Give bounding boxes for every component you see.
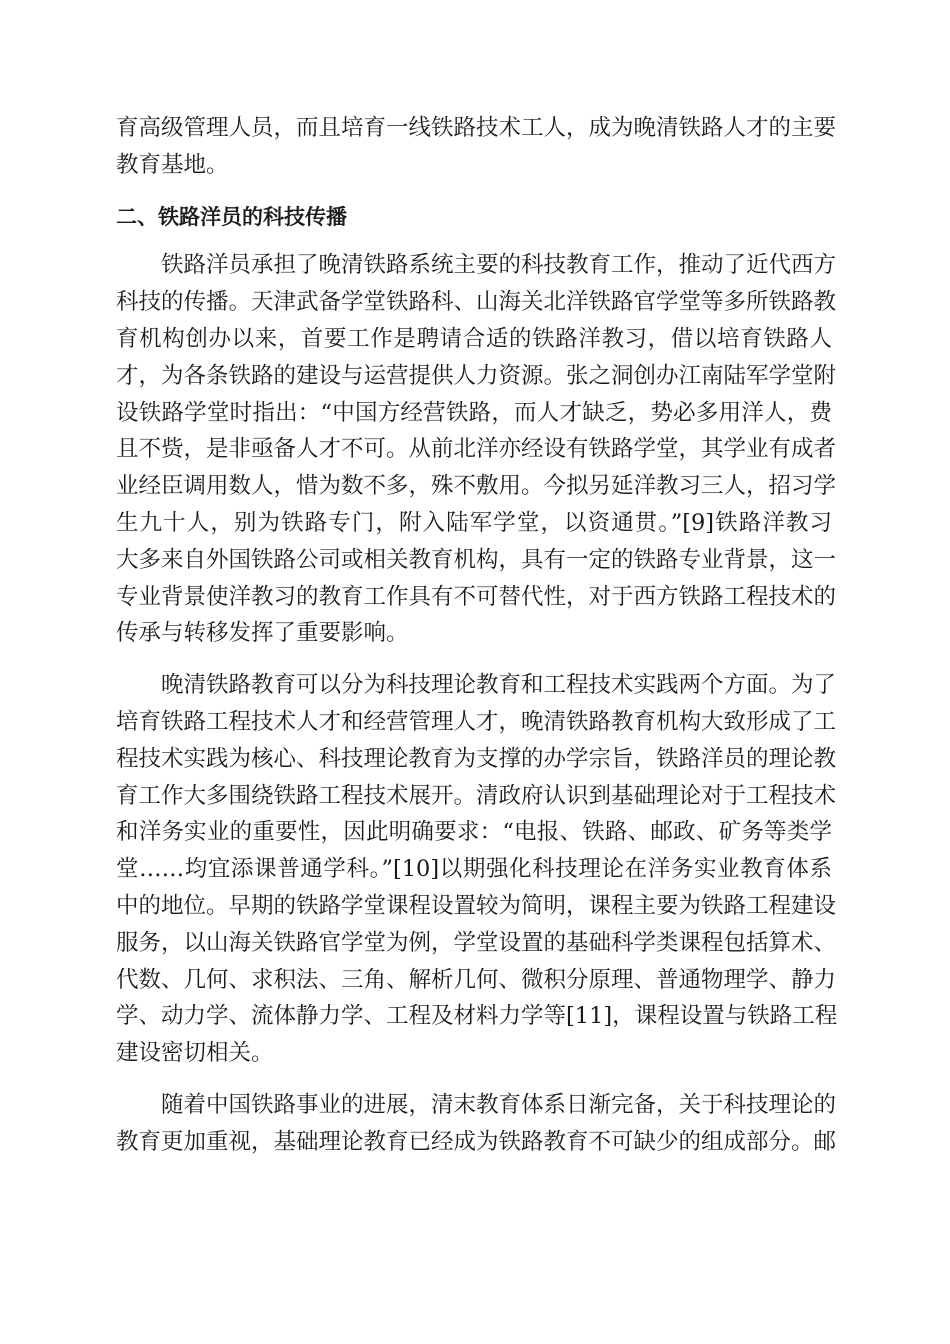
text-line: 堂……均宜添课普通学科。”[10]以期强化科技理论在洋务实业教育体系	[116, 856, 832, 883]
paragraph-theory-education	[116, 1087, 837, 1161]
text-line: 和洋务实业的重要性，因此明确要求：“电报、铁路、邮政、矿务等类学	[116, 819, 832, 846]
text-line: 服务，以山海关铁路官学堂为例，学堂设置的基础科学类课程包括算术、	[116, 929, 837, 956]
text-line: 培育铁路工程技术人才和经营管理人才，晚清铁路教育机构大致形成了工	[116, 708, 837, 735]
text-line: 专业背景使洋教习的教育工作具有不可替代性，对于西方铁路工程技术的	[116, 583, 837, 610]
text-line: 育工作大多围绕铁路工程技术展开。清政府认识到基础理论对于工程技术	[116, 782, 837, 809]
text-line: 教育基地。	[116, 151, 229, 178]
text-line: 随着中国铁路事业的进展，清末教育体系日渐完备，关于科技理论的	[161, 1091, 837, 1118]
text-line: 业经臣调用数人，惜为数不多，殊不敷用。今拟另延洋教习三人，招习学	[116, 473, 837, 500]
text-line: 中的地位。早期的铁路学堂课程设置较为简明，课程主要为铁路工程建设	[116, 892, 837, 919]
text-line: 晚清铁路教育可以分为科技理论教育和工程技术实践两个方面。为了	[161, 672, 837, 699]
text-line: 教育更加重视，基础理论教育已经成为铁路教育不可缺少的组成部分。邮	[116, 1128, 837, 1155]
text-line: 设铁路学堂时指出：“中国方经营铁路，而人才缺乏，势必多用洋人，费	[116, 399, 832, 426]
text-line: 才，为各条铁路的建设与运营提供人力资源。张之洞创办江南陆军学堂附	[116, 362, 837, 389]
text-line: 育机构创办以来，首要工作是聘请合适的铁路洋教习，借以培育铁路人	[116, 325, 832, 352]
text-line: 传承与转移发挥了重要影响。	[116, 620, 409, 647]
text-line: 代数、几何、求积法、三角、解析几何、微积分原理、普通物理学、静力	[116, 966, 837, 993]
paragraph-continuation	[116, 110, 837, 184]
text-line: 学、动力学、流体静力学、工程及材料力学等[11]，课程设置与铁路工程	[116, 1003, 838, 1030]
text-line: 且不赀，是非亟备人才不可。从前北洋亦经设有铁路学堂，其学业有成者	[116, 436, 837, 463]
text-line: 科技的传播。天津武备学堂铁路科、山海关北洋铁路官学堂等多所铁路教	[116, 289, 837, 316]
text-line: 生九十人，别为铁路专门，附入陆军学堂，以资通贯。”[9]铁路洋教习	[116, 509, 832, 536]
paragraph-railway-education	[116, 667, 838, 1072]
text-line: 铁路洋员承担了晚清铁路系统主要的科技教育工作，推动了近代西方	[161, 252, 837, 279]
document-body	[116, 110, 838, 1176]
paragraph-railway-instructors	[116, 247, 837, 652]
text-line: 育高级管理人员，而且培育一线铁路技术工人，成为晚清铁路人才的主要	[116, 115, 837, 141]
section-heading: 二、铁路洋员的科技传播	[116, 204, 347, 229]
text-line: 建设密切相关。	[116, 1040, 274, 1067]
text-line: 程技术实践为核心、科技理论教育为支撑的办学宗旨，铁路洋员的理论教	[116, 745, 837, 772]
text-line: 大多来自外国铁路公司或相关教育机构，具有一定的铁路专业背景，这一	[116, 546, 837, 573]
